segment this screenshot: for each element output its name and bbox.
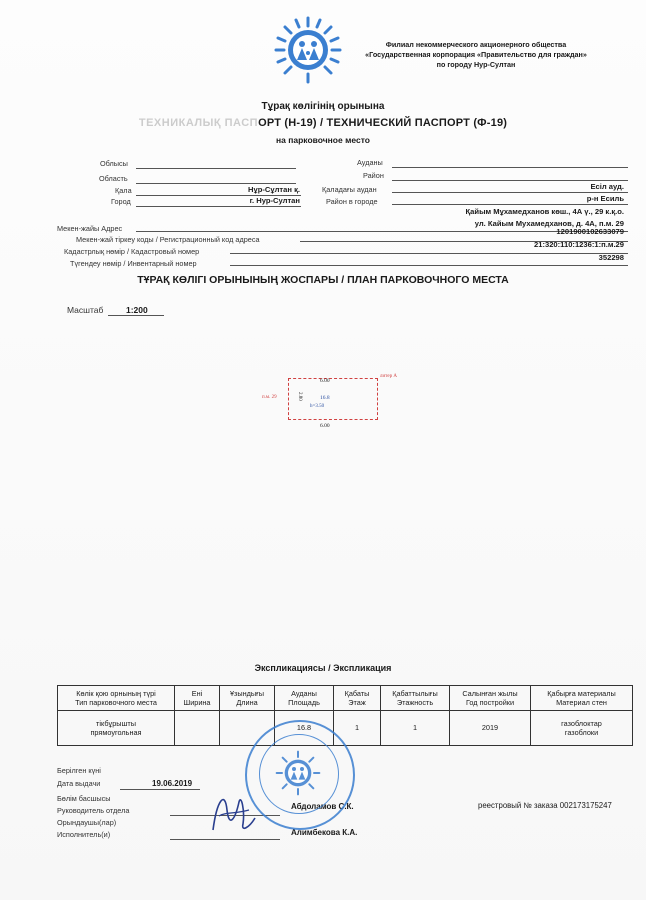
head-name: Абдоламов С.К. (291, 802, 354, 811)
gorod-value: г. Нур-Султан (249, 196, 300, 205)
inventory-line (230, 265, 628, 266)
title-line-2 (0, 117, 646, 129)
cell-floors: 1 (381, 711, 450, 746)
cell-floor: 1 (334, 711, 381, 746)
explication-title: Экспликациясы / Экспликация (254, 663, 392, 673)
kala-value: Нұр-Сұлтан қ. (248, 185, 300, 194)
col-floors: Қабаттылығы Этажность (381, 686, 450, 711)
col-width: Ені Ширина (175, 686, 220, 711)
address-kz-value: Қайым Мұхамедханов көш., 4А ү., 29 к.қ.о. (465, 207, 624, 216)
plan-space-label: п.м. 29 (262, 395, 277, 400)
plan-area: 16.8 (320, 395, 330, 401)
title-visible-part: ОРТ (Н-19) / ТЕХНИЧЕСКИЙ ПАСПОРТ (Ф-19) (258, 117, 508, 129)
reg-code-value: 1201900102633079 (556, 227, 624, 236)
sun-family-logo-icon (272, 14, 344, 86)
address-label: Мекен-жайы Адрес (57, 224, 123, 233)
org-line-1: Филиал некоммерческого акционерного общества (385, 40, 567, 49)
inventory-value: 352298 (598, 253, 624, 262)
audany-line (392, 167, 628, 168)
cell-year: 2019 (450, 711, 531, 746)
oblys-line (136, 168, 296, 169)
col-floor: Қабаты Этаж (334, 686, 381, 711)
oblys-label: Облысы (100, 159, 128, 168)
title-line-3: на парковочное место (276, 135, 370, 145)
cell-material: газоблоктар газоблоки (531, 711, 633, 746)
raion-v-gorode-value: р-н Есиль (586, 194, 624, 203)
org-line-3: по городу Нур-Султан (436, 60, 516, 69)
inventory-label: Түгендеу нөмір / Инвентарный номер (70, 259, 197, 268)
exec-kz-label: Орындаушы(лар) (57, 818, 117, 827)
title-line-1: Тұрақ көлігінің орынына (261, 101, 385, 112)
explication-table (57, 685, 633, 746)
issued-ru-label: Дата выдачи (57, 779, 101, 788)
raion-v-gorode-line (392, 204, 628, 205)
parking-plan-drawing (250, 368, 410, 436)
scale-line (108, 315, 164, 316)
kaladagy-audan-value: Есіл ауд. (590, 182, 624, 191)
title-faded-part: ТЕХНИКАЛЫҚ ПАСП (138, 117, 259, 129)
kaladagy-audan-label: Қаладағы аудан (322, 185, 377, 194)
head-kz-label: Бөлім басшысы (57, 794, 111, 803)
col-area: Ауданы Площадь (275, 686, 334, 711)
issued-date: 19.06.2019 (152, 779, 193, 788)
issued-kz-label: Берілген күні (57, 766, 101, 775)
round-seal-icon (245, 720, 355, 830)
table-row (58, 711, 633, 746)
col-length: Ұзындығы Длина (220, 686, 275, 711)
exec-name: Алимбекова К.А. (291, 828, 358, 837)
col-material: Қабырға материалы Материал стен (531, 686, 633, 711)
raion-label: Район (363, 171, 384, 180)
cell-width (175, 711, 220, 746)
raion-line (392, 180, 628, 181)
plan-dim-bottom: 6.00 (320, 423, 330, 429)
reg-code-label: Мекен-жай тіркеу коды / Регистрационный код адреса (76, 235, 260, 244)
cell-type: тікбұрышты прямоугольная (58, 711, 175, 746)
cadastral-label: Кадастрлық нөмір / Кадастровый номер (64, 247, 200, 256)
explication-header-row (58, 686, 633, 711)
organization-header (346, 40, 606, 70)
plan-dim-top: 6.00 (320, 378, 330, 384)
oblast-line (136, 183, 296, 184)
scale-value: 1:200 (126, 305, 148, 315)
plan-title: ТҰРАҚ КӨЛІГІ ОРЫНЫНЫҢ ЖОСПАРЫ / ПЛАН ПАРКОВОЧНОГО МЕСТА (137, 274, 509, 286)
address-ru-value: ул. Кайым Мухамедханов, д. 4А, п.м. 29 (474, 219, 624, 228)
plan-height: h=3.50 (310, 404, 325, 409)
gorod-line (136, 206, 301, 207)
gorod-label: Город (111, 197, 131, 206)
head-ru-label: Руководитель отдела (57, 806, 130, 815)
order-number: реестровый № заказа 002173175247 (478, 801, 612, 810)
kala-label: Қала (115, 186, 132, 195)
kaladagy-audan-line (392, 192, 628, 193)
plan-side-label: литер А (380, 374, 397, 379)
col-year: Салынған жылы Год постройки (450, 686, 531, 711)
exec-ru-label: Исполнитель(и) (57, 830, 111, 839)
audany-label: Ауданы (357, 158, 383, 167)
cell-area: 16.8 (275, 711, 334, 746)
issued-date-line (120, 789, 200, 790)
org-line-2: «Государственная корпорация «Правительство для граждан» (365, 50, 587, 59)
col-type: Көлік қою орнының түрі Тип парковочного места (58, 686, 175, 711)
cadastral-value: 21:320:110:1236:1:п.м.29 (534, 240, 624, 249)
seal-logo-icon (274, 749, 322, 797)
raion-v-gorode-label: Район в городе (326, 197, 378, 206)
plan-dim-side: 2.80 (297, 392, 302, 401)
scale-label: Масштаб (67, 305, 104, 315)
oblast-label: Область (99, 174, 128, 183)
